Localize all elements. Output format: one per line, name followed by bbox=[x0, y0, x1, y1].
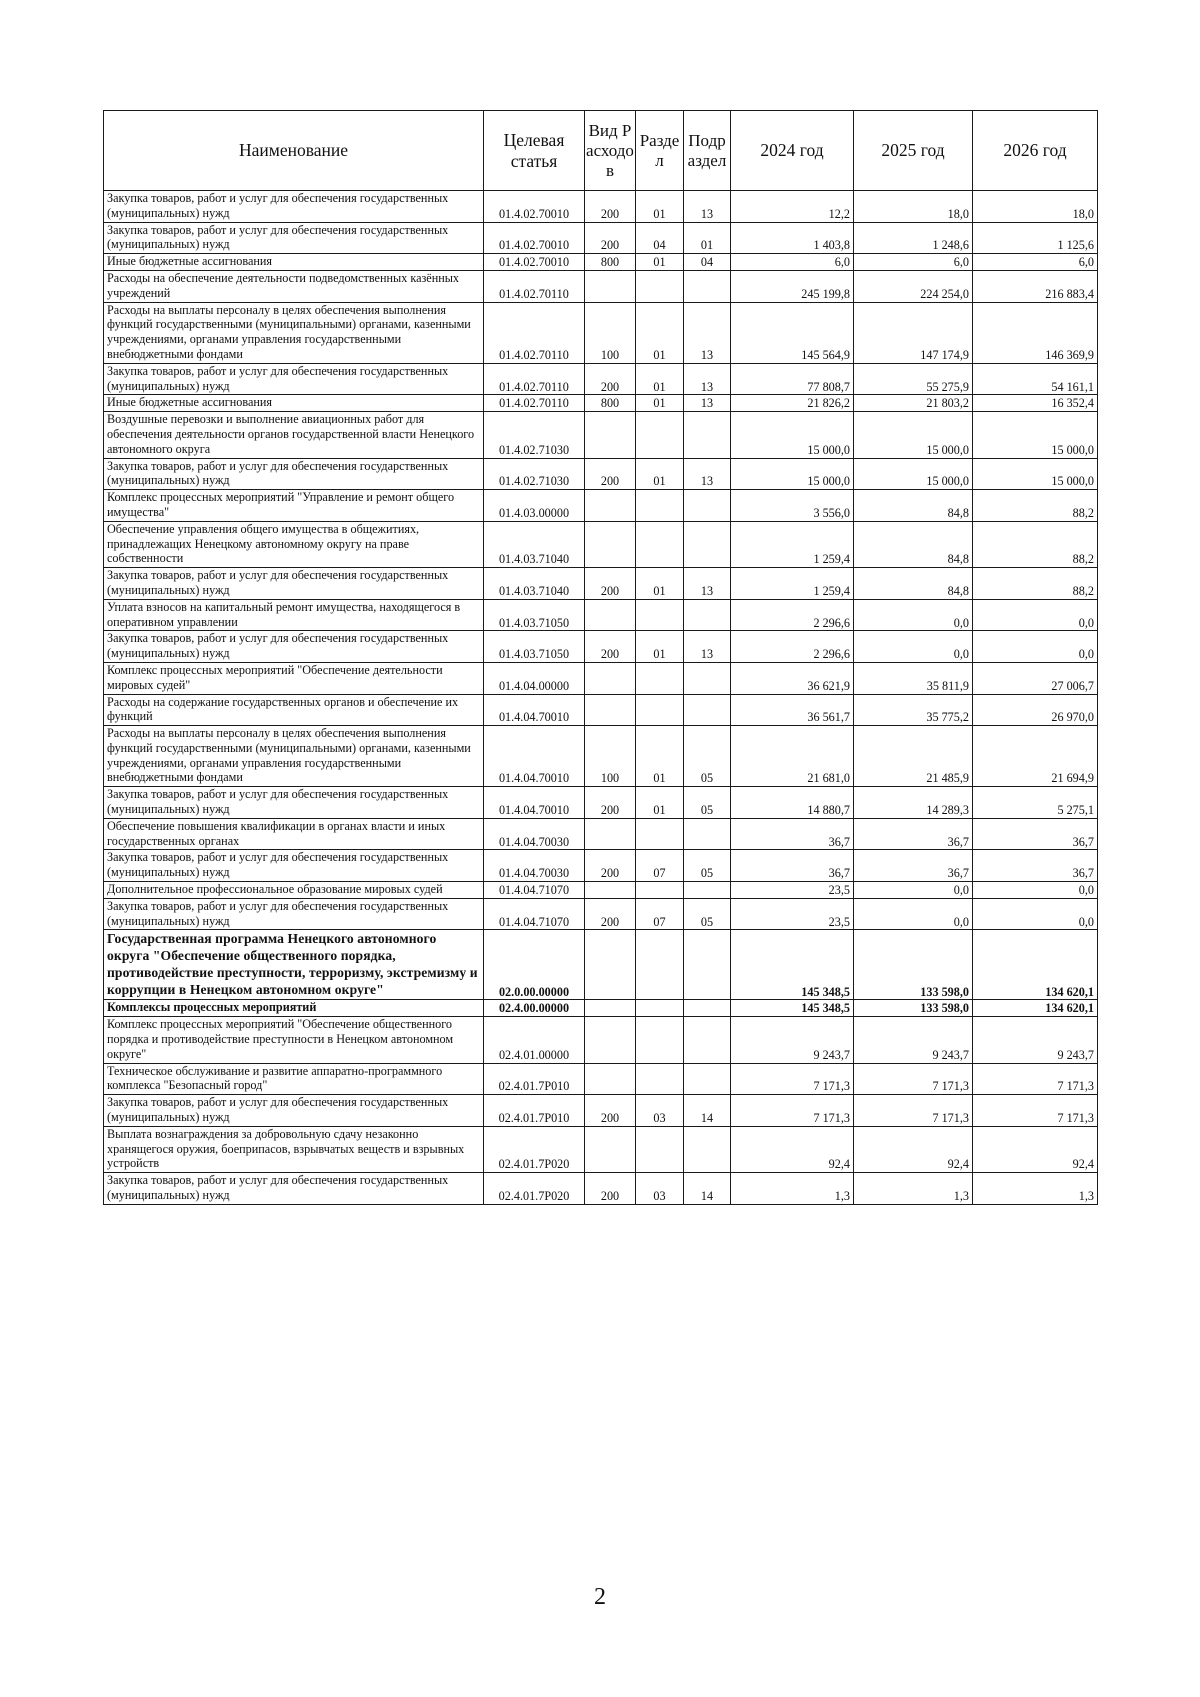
row-value-2026: 7 171,3 bbox=[973, 1063, 1098, 1095]
row-section: 01 bbox=[636, 787, 684, 819]
row-expense-type: 200 bbox=[585, 458, 636, 490]
row-value-2025: 0,0 bbox=[854, 631, 973, 663]
row-subsection: 13 bbox=[684, 631, 731, 663]
row-value-2024: 23,5 bbox=[731, 882, 854, 899]
budget-table bbox=[103, 110, 1098, 1205]
row-name: Комплексы процессных мероприятий bbox=[104, 1000, 484, 1017]
row-name: Комплекс процессных мероприятий "Обеспечение деятельности мировых судей" bbox=[104, 662, 484, 694]
row-subsection bbox=[684, 490, 731, 522]
table-row bbox=[104, 302, 1098, 363]
row-name: Иные бюджетные ассигнования bbox=[104, 254, 484, 271]
row-section bbox=[636, 1063, 684, 1095]
table-row bbox=[104, 1095, 1098, 1127]
row-expense-type bbox=[585, 1017, 636, 1063]
row-section: 04 bbox=[636, 222, 684, 254]
table-row bbox=[104, 599, 1098, 631]
row-value-2025: 133 598,0 bbox=[854, 930, 973, 1000]
row-subsection bbox=[684, 1017, 731, 1063]
row-value-2024: 21 681,0 bbox=[731, 726, 854, 787]
row-subsection: 13 bbox=[684, 395, 731, 412]
row-value-2025: 21 803,2 bbox=[854, 395, 973, 412]
row-target-article: 01.4.04.71070 bbox=[484, 882, 585, 899]
row-name: Закупка товаров, работ и услуг для обеспечения государственных (муниципальных) нужд bbox=[104, 363, 484, 395]
row-section bbox=[636, 662, 684, 694]
row-value-2025: 1 248,6 bbox=[854, 222, 973, 254]
row-value-2024: 36 621,9 bbox=[731, 662, 854, 694]
row-value-2025: 84,8 bbox=[854, 521, 973, 567]
table-row bbox=[104, 458, 1098, 490]
table-row bbox=[104, 222, 1098, 254]
header-year-2024: 2024 год bbox=[731, 111, 854, 191]
row-value-2026: 5 275,1 bbox=[973, 787, 1098, 819]
row-expense-type bbox=[585, 270, 636, 302]
row-value-2024: 92,4 bbox=[731, 1126, 854, 1172]
header-year-2026: 2026 год bbox=[973, 111, 1098, 191]
row-value-2026: 134 620,1 bbox=[973, 1000, 1098, 1017]
row-target-article: 01.4.04.70030 bbox=[484, 850, 585, 882]
row-target-article: 02.4.00.00000 bbox=[484, 1000, 585, 1017]
row-target-article: 02.4.01.7Р010 bbox=[484, 1063, 585, 1095]
row-value-2024: 145 564,9 bbox=[731, 302, 854, 363]
table-body bbox=[104, 191, 1098, 1205]
row-value-2024: 7 171,3 bbox=[731, 1095, 854, 1127]
row-target-article: 01.4.02.70010 bbox=[484, 191, 585, 223]
row-value-2024: 1 259,4 bbox=[731, 568, 854, 600]
row-value-2024: 21 826,2 bbox=[731, 395, 854, 412]
row-target-article: 01.4.04.70010 bbox=[484, 726, 585, 787]
row-section bbox=[636, 1000, 684, 1017]
row-value-2026: 16 352,4 bbox=[973, 395, 1098, 412]
row-expense-type: 200 bbox=[585, 631, 636, 663]
row-target-article: 02.4.01.7Р020 bbox=[484, 1126, 585, 1172]
row-value-2025: 7 171,3 bbox=[854, 1063, 973, 1095]
row-expense-type bbox=[585, 930, 636, 1000]
row-section bbox=[636, 490, 684, 522]
row-section: 07 bbox=[636, 850, 684, 882]
row-value-2025: 35 811,9 bbox=[854, 662, 973, 694]
row-value-2024: 36 561,7 bbox=[731, 694, 854, 726]
row-name: Закупка товаров, работ и услуг для обеспечения государственных (муниципальных) нужд bbox=[104, 850, 484, 882]
row-expense-type: 200 bbox=[585, 787, 636, 819]
row-name: Выплата вознаграждения за добровольную сдачу незаконно хранящегося оружия, боеприпасов, взрывчатых веществ и взрывных устройств bbox=[104, 1126, 484, 1172]
row-expense-type bbox=[585, 490, 636, 522]
row-section bbox=[636, 694, 684, 726]
row-target-article: 01.4.03.00000 bbox=[484, 490, 585, 522]
row-section: 01 bbox=[636, 631, 684, 663]
row-value-2025: 15 000,0 bbox=[854, 412, 973, 458]
row-section bbox=[636, 599, 684, 631]
row-value-2025: 36,7 bbox=[854, 818, 973, 850]
row-value-2025: 18,0 bbox=[854, 191, 973, 223]
row-value-2026: 36,7 bbox=[973, 818, 1098, 850]
table-row bbox=[104, 662, 1098, 694]
row-name: Закупка товаров, работ и услуг для обеспечения государственных (муниципальных) нужд bbox=[104, 191, 484, 223]
row-subsection bbox=[684, 412, 731, 458]
row-value-2025: 147 174,9 bbox=[854, 302, 973, 363]
row-section bbox=[636, 1126, 684, 1172]
row-target-article: 01.4.03.71050 bbox=[484, 599, 585, 631]
row-section bbox=[636, 270, 684, 302]
row-value-2025: 15 000,0 bbox=[854, 458, 973, 490]
row-name: Закупка товаров, работ и услуг для обеспечения государственных (муниципальных) нужд bbox=[104, 631, 484, 663]
row-value-2025: 1,3 bbox=[854, 1173, 973, 1205]
row-value-2024: 23,5 bbox=[731, 898, 854, 930]
row-expense-type bbox=[585, 599, 636, 631]
table-row bbox=[104, 1173, 1098, 1205]
row-target-article: 01.4.03.71040 bbox=[484, 568, 585, 600]
row-name: Уплата взносов на капитальный ремонт имущества, находящегося в оперативном управлении bbox=[104, 599, 484, 631]
row-target-article: 01.4.02.70110 bbox=[484, 395, 585, 412]
row-value-2025: 21 485,9 bbox=[854, 726, 973, 787]
row-section: 07 bbox=[636, 898, 684, 930]
row-target-article: 01.4.03.71040 bbox=[484, 521, 585, 567]
row-subsection: 01 bbox=[684, 222, 731, 254]
row-subsection bbox=[684, 930, 731, 1000]
row-value-2026: 92,4 bbox=[973, 1126, 1098, 1172]
row-subsection: 05 bbox=[684, 850, 731, 882]
row-subsection: 13 bbox=[684, 191, 731, 223]
row-name: Воздушные перевозки и выполнение авиационных работ для обеспечения деятельности органов государственной власти Ненецкого автономного округа bbox=[104, 412, 484, 458]
row-section: 01 bbox=[636, 191, 684, 223]
row-value-2025: 224 254,0 bbox=[854, 270, 973, 302]
row-section bbox=[636, 1017, 684, 1063]
row-name: Обеспечение повышения квалификации в органах власти и иных государственных органах bbox=[104, 818, 484, 850]
row-expense-type bbox=[585, 1063, 636, 1095]
header-subsection: Подраздел bbox=[684, 111, 731, 191]
row-value-2024: 6,0 bbox=[731, 254, 854, 271]
row-name: Комплекс процессных мероприятий "Управление и ремонт общего имущества" bbox=[104, 490, 484, 522]
row-value-2026: 6,0 bbox=[973, 254, 1098, 271]
row-expense-type: 200 bbox=[585, 898, 636, 930]
row-value-2026: 54 161,1 bbox=[973, 363, 1098, 395]
row-value-2024: 2 296,6 bbox=[731, 599, 854, 631]
row-value-2026: 1 125,6 bbox=[973, 222, 1098, 254]
row-expense-type: 200 bbox=[585, 191, 636, 223]
row-expense-type bbox=[585, 662, 636, 694]
row-value-2025: 0,0 bbox=[854, 882, 973, 899]
row-value-2026: 216 883,4 bbox=[973, 270, 1098, 302]
row-value-2024: 36,7 bbox=[731, 818, 854, 850]
row-value-2026: 146 369,9 bbox=[973, 302, 1098, 363]
row-section: 01 bbox=[636, 726, 684, 787]
row-expense-type bbox=[585, 882, 636, 899]
row-subsection bbox=[684, 1063, 731, 1095]
row-value-2026: 134 620,1 bbox=[973, 930, 1098, 1000]
row-value-2026: 27 006,7 bbox=[973, 662, 1098, 694]
row-name: Техническое обслуживание и развитие аппаратно-программного комплекса "Безопасный город" bbox=[104, 1063, 484, 1095]
row-value-2024: 1 403,8 bbox=[731, 222, 854, 254]
row-section bbox=[636, 521, 684, 567]
row-target-article: 01.4.02.70010 bbox=[484, 222, 585, 254]
row-value-2025: 0,0 bbox=[854, 898, 973, 930]
row-section: 03 bbox=[636, 1095, 684, 1127]
row-value-2024: 14 880,7 bbox=[731, 787, 854, 819]
row-value-2025: 84,8 bbox=[854, 490, 973, 522]
row-subsection bbox=[684, 694, 731, 726]
table-row bbox=[104, 787, 1098, 819]
row-value-2026: 88,2 bbox=[973, 490, 1098, 522]
row-expense-type: 200 bbox=[585, 568, 636, 600]
row-subsection bbox=[684, 882, 731, 899]
header-target-article: Целевая статья bbox=[484, 111, 585, 191]
row-value-2026: 15 000,0 bbox=[973, 458, 1098, 490]
row-target-article: 01.4.04.70010 bbox=[484, 694, 585, 726]
row-value-2026: 0,0 bbox=[973, 882, 1098, 899]
row-name: Закупка товаров, работ и услуг для обеспечения государственных (муниципальных) нужд bbox=[104, 222, 484, 254]
row-expense-type: 200 bbox=[585, 1095, 636, 1127]
table-row bbox=[104, 1000, 1098, 1017]
header-expense-type: Вид Расходов bbox=[585, 111, 636, 191]
row-subsection bbox=[684, 270, 731, 302]
row-section: 01 bbox=[636, 254, 684, 271]
row-subsection: 13 bbox=[684, 363, 731, 395]
row-value-2024: 9 243,7 bbox=[731, 1017, 854, 1063]
row-subsection bbox=[684, 521, 731, 567]
row-value-2025: 6,0 bbox=[854, 254, 973, 271]
row-value-2025: 92,4 bbox=[854, 1126, 973, 1172]
row-value-2024: 12,2 bbox=[731, 191, 854, 223]
table-row bbox=[104, 850, 1098, 882]
row-value-2024: 2 296,6 bbox=[731, 631, 854, 663]
row-section bbox=[636, 412, 684, 458]
page-number: 2 bbox=[594, 1584, 606, 1610]
table-row bbox=[104, 521, 1098, 567]
row-name: Закупка товаров, работ и услуг для обеспечения государственных (муниципальных) нужд bbox=[104, 1173, 484, 1205]
row-value-2026: 0,0 bbox=[973, 898, 1098, 930]
row-section: 01 bbox=[636, 458, 684, 490]
row-value-2024: 3 556,0 bbox=[731, 490, 854, 522]
row-target-article: 01.4.04.00000 bbox=[484, 662, 585, 694]
row-subsection bbox=[684, 1000, 731, 1017]
row-name: Закупка товаров, работ и услуг для обеспечения государственных (муниципальных) нужд bbox=[104, 898, 484, 930]
row-expense-type bbox=[585, 412, 636, 458]
row-value-2025: 36,7 bbox=[854, 850, 973, 882]
row-value-2025: 14 289,3 bbox=[854, 787, 973, 819]
row-expense-type: 100 bbox=[585, 302, 636, 363]
row-section: 01 bbox=[636, 363, 684, 395]
table-header-row bbox=[104, 111, 1098, 191]
row-value-2026: 9 243,7 bbox=[973, 1017, 1098, 1063]
row-target-article: 02.4.01.00000 bbox=[484, 1017, 585, 1063]
row-value-2026: 18,0 bbox=[973, 191, 1098, 223]
table-row bbox=[104, 694, 1098, 726]
row-section: 03 bbox=[636, 1173, 684, 1205]
row-value-2026: 26 970,0 bbox=[973, 694, 1098, 726]
row-name: Закупка товаров, работ и услуг для обеспечения государственных (муниципальных) нужд bbox=[104, 458, 484, 490]
row-value-2026: 0,0 bbox=[973, 631, 1098, 663]
row-subsection bbox=[684, 662, 731, 694]
table-row bbox=[104, 490, 1098, 522]
row-name: Дополнительное профессиональное образование мировых судей bbox=[104, 882, 484, 899]
row-value-2025: 84,8 bbox=[854, 568, 973, 600]
row-name: Закупка товаров, работ и услуг для обеспечения государственных (муниципальных) нужд bbox=[104, 568, 484, 600]
row-value-2026: 15 000,0 bbox=[973, 412, 1098, 458]
row-value-2026: 1,3 bbox=[973, 1173, 1098, 1205]
table-row bbox=[104, 363, 1098, 395]
row-expense-type bbox=[585, 1126, 636, 1172]
row-name: Обеспечение управления общего имущества в общежитиях, принадлежащих Ненецкому автономному округу на праве собственности bbox=[104, 521, 484, 567]
row-expense-type: 200 bbox=[585, 1173, 636, 1205]
row-target-article: 01.4.04.70010 bbox=[484, 787, 585, 819]
row-expense-type: 200 bbox=[585, 850, 636, 882]
table-row bbox=[104, 191, 1098, 223]
row-expense-type: 800 bbox=[585, 395, 636, 412]
table-row bbox=[104, 818, 1098, 850]
row-value-2024: 77 808,7 bbox=[731, 363, 854, 395]
row-value-2026: 0,0 bbox=[973, 599, 1098, 631]
row-name: Расходы на выплаты персоналу в целях обеспечения выполнения функций государственными (муниципальными) органами, казенными учреждениями, органами управления государственными внебюджетными фондами bbox=[104, 302, 484, 363]
row-subsection: 14 bbox=[684, 1173, 731, 1205]
row-name: Закупка товаров, работ и услуг для обеспечения государственных (муниципальных) нужд bbox=[104, 787, 484, 819]
table-row bbox=[104, 1126, 1098, 1172]
row-value-2025: 9 243,7 bbox=[854, 1017, 973, 1063]
table-row bbox=[104, 254, 1098, 271]
row-name: Расходы на выплаты персоналу в целях обеспечения выполнения функций государственными (муниципальными) органами, казенными учреждениями, органами управления государственными внебюджетными фондами bbox=[104, 726, 484, 787]
row-section: 01 bbox=[636, 395, 684, 412]
row-section: 01 bbox=[636, 568, 684, 600]
row-section: 01 bbox=[636, 302, 684, 363]
row-target-article: 01.4.02.71030 bbox=[484, 458, 585, 490]
row-section bbox=[636, 882, 684, 899]
row-value-2024: 36,7 bbox=[731, 850, 854, 882]
row-expense-type bbox=[585, 694, 636, 726]
row-value-2024: 145 348,5 bbox=[731, 1000, 854, 1017]
row-value-2024: 1 259,4 bbox=[731, 521, 854, 567]
row-value-2025: 0,0 bbox=[854, 599, 973, 631]
row-target-article: 01.4.02.70110 bbox=[484, 270, 585, 302]
row-target-article: 02.0.00.00000 bbox=[484, 930, 585, 1000]
row-value-2026: 88,2 bbox=[973, 521, 1098, 567]
row-expense-type: 200 bbox=[585, 222, 636, 254]
row-subsection: 05 bbox=[684, 726, 731, 787]
row-value-2024: 245 199,8 bbox=[731, 270, 854, 302]
row-name: Комплекс процессных мероприятий "Обеспечение общественного порядка и противодействие преступности в Ненецком автономном округе" bbox=[104, 1017, 484, 1063]
row-target-article: 01.4.02.70110 bbox=[484, 302, 585, 363]
row-subsection: 05 bbox=[684, 898, 731, 930]
row-expense-type bbox=[585, 521, 636, 567]
row-value-2025: 35 775,2 bbox=[854, 694, 973, 726]
table-row bbox=[104, 631, 1098, 663]
table-row bbox=[104, 395, 1098, 412]
row-expense-type bbox=[585, 818, 636, 850]
row-value-2024: 15 000,0 bbox=[731, 458, 854, 490]
table-row bbox=[104, 568, 1098, 600]
row-subsection: 14 bbox=[684, 1095, 731, 1127]
row-subsection: 13 bbox=[684, 568, 731, 600]
row-value-2026: 7 171,3 bbox=[973, 1095, 1098, 1127]
row-value-2026: 36,7 bbox=[973, 850, 1098, 882]
row-name: Государственная программа Ненецкого автономного округа "Обеспечение общественного порядка, противодействие преступности, терроризму, экстремизму и коррупции в Ненецком автономном округе" bbox=[104, 930, 484, 1000]
row-expense-type: 100 bbox=[585, 726, 636, 787]
table-row bbox=[104, 930, 1098, 1000]
row-target-article: 01.4.03.71050 bbox=[484, 631, 585, 663]
header-section: Раздел bbox=[636, 111, 684, 191]
row-subsection: 13 bbox=[684, 302, 731, 363]
row-target-article: 01.4.02.70110 bbox=[484, 363, 585, 395]
row-name: Расходы на содержание государственных органов и обеспечение их функций bbox=[104, 694, 484, 726]
row-subsection bbox=[684, 1126, 731, 1172]
table-row bbox=[104, 1017, 1098, 1063]
row-target-article: 01.4.02.70010 bbox=[484, 254, 585, 271]
row-subsection: 13 bbox=[684, 458, 731, 490]
row-value-2024: 145 348,5 bbox=[731, 930, 854, 1000]
row-value-2025: 7 171,3 bbox=[854, 1095, 973, 1127]
row-value-2024: 7 171,3 bbox=[731, 1063, 854, 1095]
row-subsection: 04 bbox=[684, 254, 731, 271]
table-row bbox=[104, 898, 1098, 930]
row-section bbox=[636, 818, 684, 850]
row-target-article: 02.4.01.7Р020 bbox=[484, 1173, 585, 1205]
row-target-article: 01.4.04.71070 bbox=[484, 898, 585, 930]
table-row bbox=[104, 412, 1098, 458]
table-row bbox=[104, 270, 1098, 302]
row-value-2025: 55 275,9 bbox=[854, 363, 973, 395]
row-expense-type bbox=[585, 1000, 636, 1017]
table-row bbox=[104, 726, 1098, 787]
row-target-article: 01.4.04.70030 bbox=[484, 818, 585, 850]
row-subsection bbox=[684, 599, 731, 631]
row-value-2024: 15 000,0 bbox=[731, 412, 854, 458]
row-subsection: 05 bbox=[684, 787, 731, 819]
row-value-2026: 88,2 bbox=[973, 568, 1098, 600]
row-value-2024: 1,3 bbox=[731, 1173, 854, 1205]
row-expense-type: 800 bbox=[585, 254, 636, 271]
header-year-2025: 2025 год bbox=[854, 111, 973, 191]
table-row bbox=[104, 1063, 1098, 1095]
row-name: Иные бюджетные ассигнования bbox=[104, 395, 484, 412]
row-value-2026: 21 694,9 bbox=[973, 726, 1098, 787]
row-target-article: 02.4.01.7Р010 bbox=[484, 1095, 585, 1127]
row-name: Расходы на обеспечение деятельности подведомственных казённых учреждений bbox=[104, 270, 484, 302]
row-expense-type: 200 bbox=[585, 363, 636, 395]
row-value-2025: 133 598,0 bbox=[854, 1000, 973, 1017]
row-subsection bbox=[684, 818, 731, 850]
row-section bbox=[636, 930, 684, 1000]
row-name: Закупка товаров, работ и услуг для обеспечения государственных (муниципальных) нужд bbox=[104, 1095, 484, 1127]
row-target-article: 01.4.02.71030 bbox=[484, 412, 585, 458]
header-name: Наименование bbox=[104, 111, 484, 191]
table-row bbox=[104, 882, 1098, 899]
